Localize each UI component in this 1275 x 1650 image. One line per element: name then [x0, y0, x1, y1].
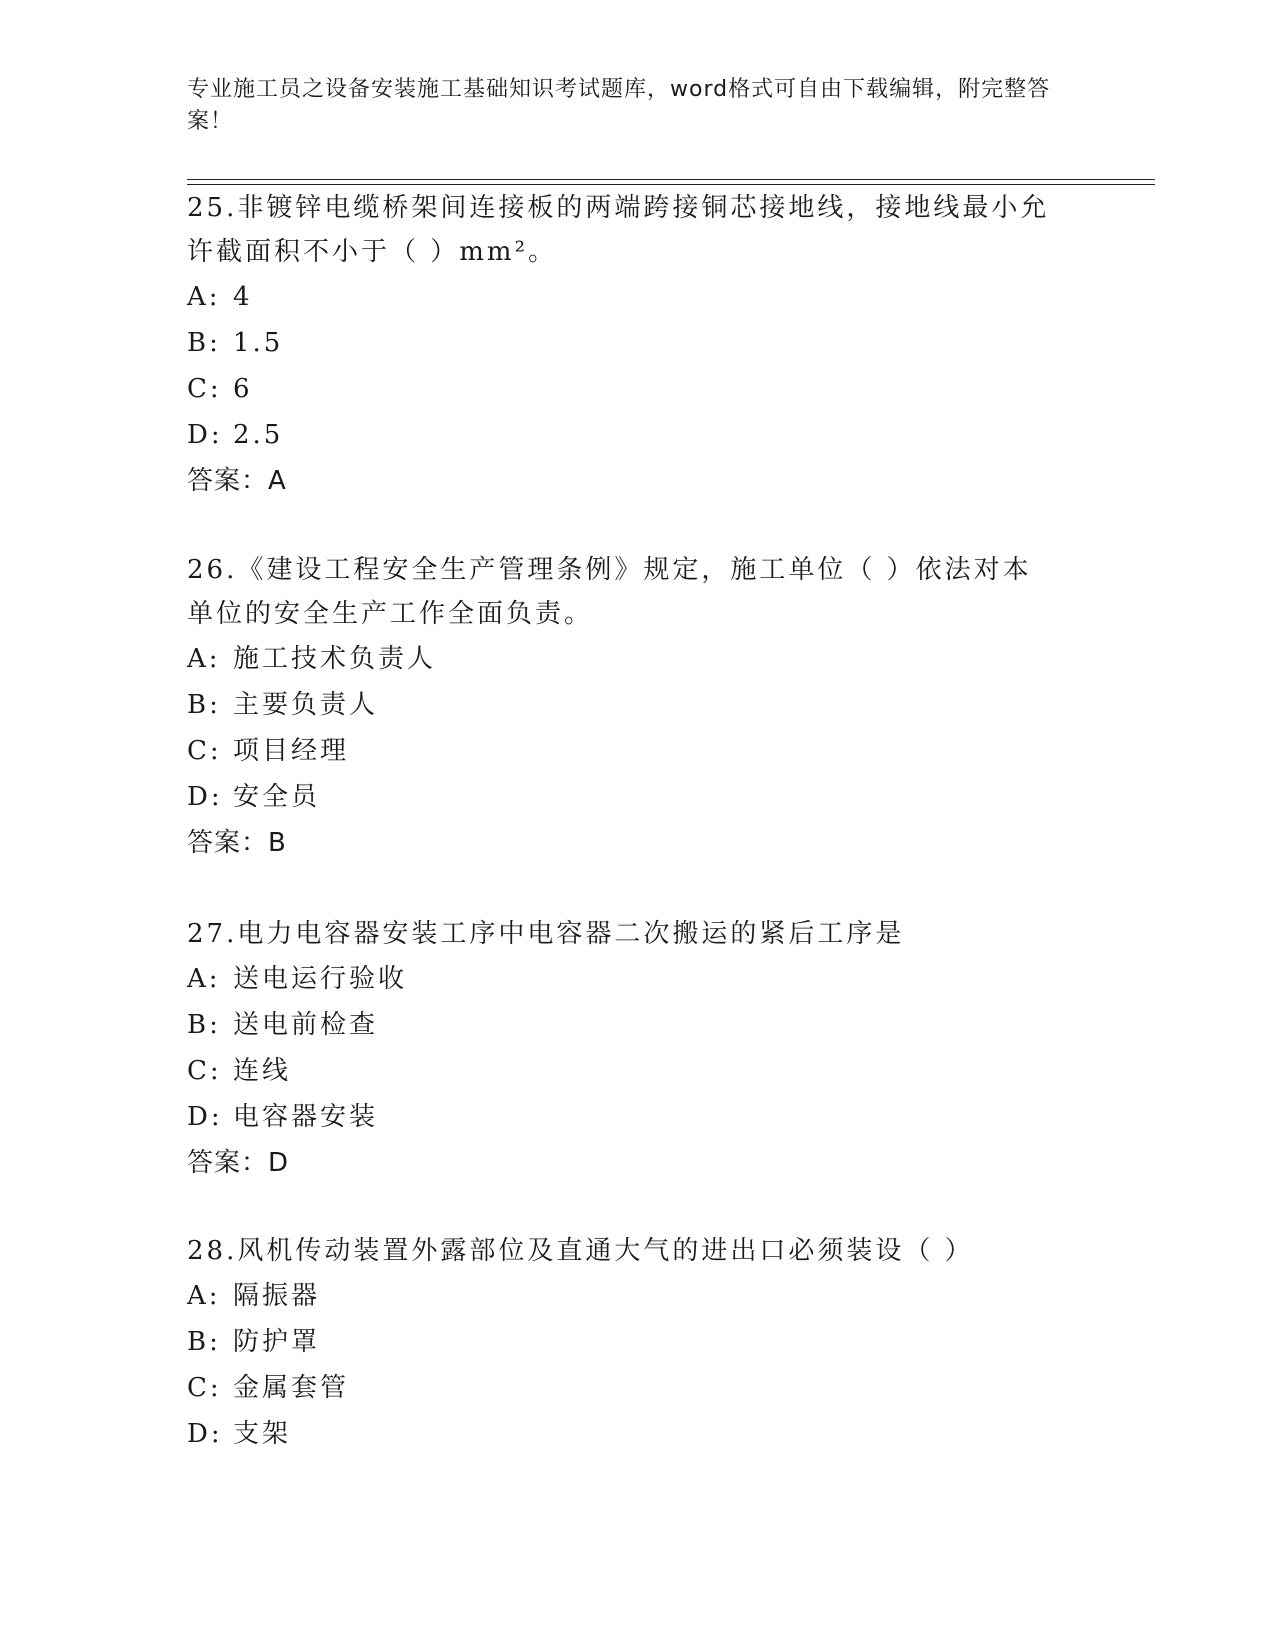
option-key: B: — [187, 1010, 221, 1040]
answer-label: 答案：B — [187, 828, 287, 858]
header-divider-top — [187, 179, 1155, 180]
option-key: A: — [187, 644, 221, 674]
option-text: 6 — [233, 374, 253, 404]
option-key: A: — [187, 964, 221, 994]
option-text: 项目经理 — [233, 736, 350, 766]
option-text: 防护罩 — [233, 1327, 321, 1357]
option-c — [187, 1365, 1087, 1411]
option-a — [187, 636, 1087, 682]
option-c — [187, 366, 1087, 412]
option-d — [187, 774, 1087, 820]
option-text: 安全员 — [233, 782, 321, 812]
option-key: D: — [187, 1419, 223, 1449]
option-text: 送电前检查 — [233, 1010, 379, 1040]
option-text: 电容器安装 — [233, 1102, 379, 1132]
question-28 — [187, 1229, 1087, 1457]
answer-label: 答案：A — [187, 466, 287, 496]
option-b — [187, 1002, 1087, 1048]
question-26 — [187, 548, 1087, 866]
option-text: 送电运行验收 — [233, 964, 408, 994]
option-key: A: — [187, 1281, 221, 1311]
option-key: C: — [187, 736, 222, 766]
answer-label: 答案：D — [187, 1148, 290, 1178]
question-25 — [187, 186, 1087, 504]
option-key: B: — [187, 690, 221, 720]
option-b — [187, 320, 1087, 366]
option-b — [187, 682, 1087, 728]
option-key: C: — [187, 1056, 222, 1086]
option-text: 金属套管 — [233, 1373, 350, 1403]
option-a — [187, 274, 1087, 320]
option-text: 施工技术负责人 — [233, 644, 437, 674]
option-key: A: — [187, 282, 221, 312]
question-stem: 26.《建设工程安全生产管理条例》规定，施工单位（ ）依法对本单位的安全生产工作全面负责。 — [187, 555, 1032, 629]
option-key: B: — [187, 328, 221, 358]
option-key: C: — [187, 374, 222, 404]
option-key: D: — [187, 782, 223, 812]
option-a — [187, 956, 1087, 1002]
option-d — [187, 412, 1087, 458]
option-text: 主要负责人 — [233, 690, 379, 720]
option-d — [187, 1411, 1087, 1457]
header-divider-bottom — [187, 184, 1155, 185]
question-stem: 25.非镀锌电缆桥架间连接板的两端跨接铜芯接地线，接地线最小允许截面积不小于（ ）mm²。 — [187, 193, 1050, 267]
option-c — [187, 1048, 1087, 1094]
option-text: 4 — [233, 282, 253, 312]
option-text: 连线 — [233, 1056, 292, 1086]
option-key: D: — [187, 420, 223, 450]
option-text: 隔振器 — [233, 1281, 321, 1311]
option-text: 2.5 — [233, 420, 284, 450]
option-c — [187, 728, 1087, 774]
option-d — [187, 1094, 1087, 1140]
question-27 — [187, 912, 1087, 1186]
document-header: 专业施工员之设备安装施工基础知识考试题库，word格式可自由下载编辑，附完整答案！ — [187, 77, 1051, 134]
option-key: B: — [187, 1327, 221, 1357]
option-key: D: — [187, 1102, 223, 1132]
question-stem: 28.风机传动装置外露部位及直通大气的进出口必须装设（ ） — [187, 1236, 974, 1266]
option-a — [187, 1273, 1087, 1319]
option-key: C: — [187, 1373, 222, 1403]
question-stem: 27.电力电容器安装工序中电容器二次搬运的紧后工序是 — [187, 919, 905, 949]
option-text: 1.5 — [233, 328, 284, 358]
option-b — [187, 1319, 1087, 1365]
option-text: 支架 — [233, 1419, 292, 1449]
